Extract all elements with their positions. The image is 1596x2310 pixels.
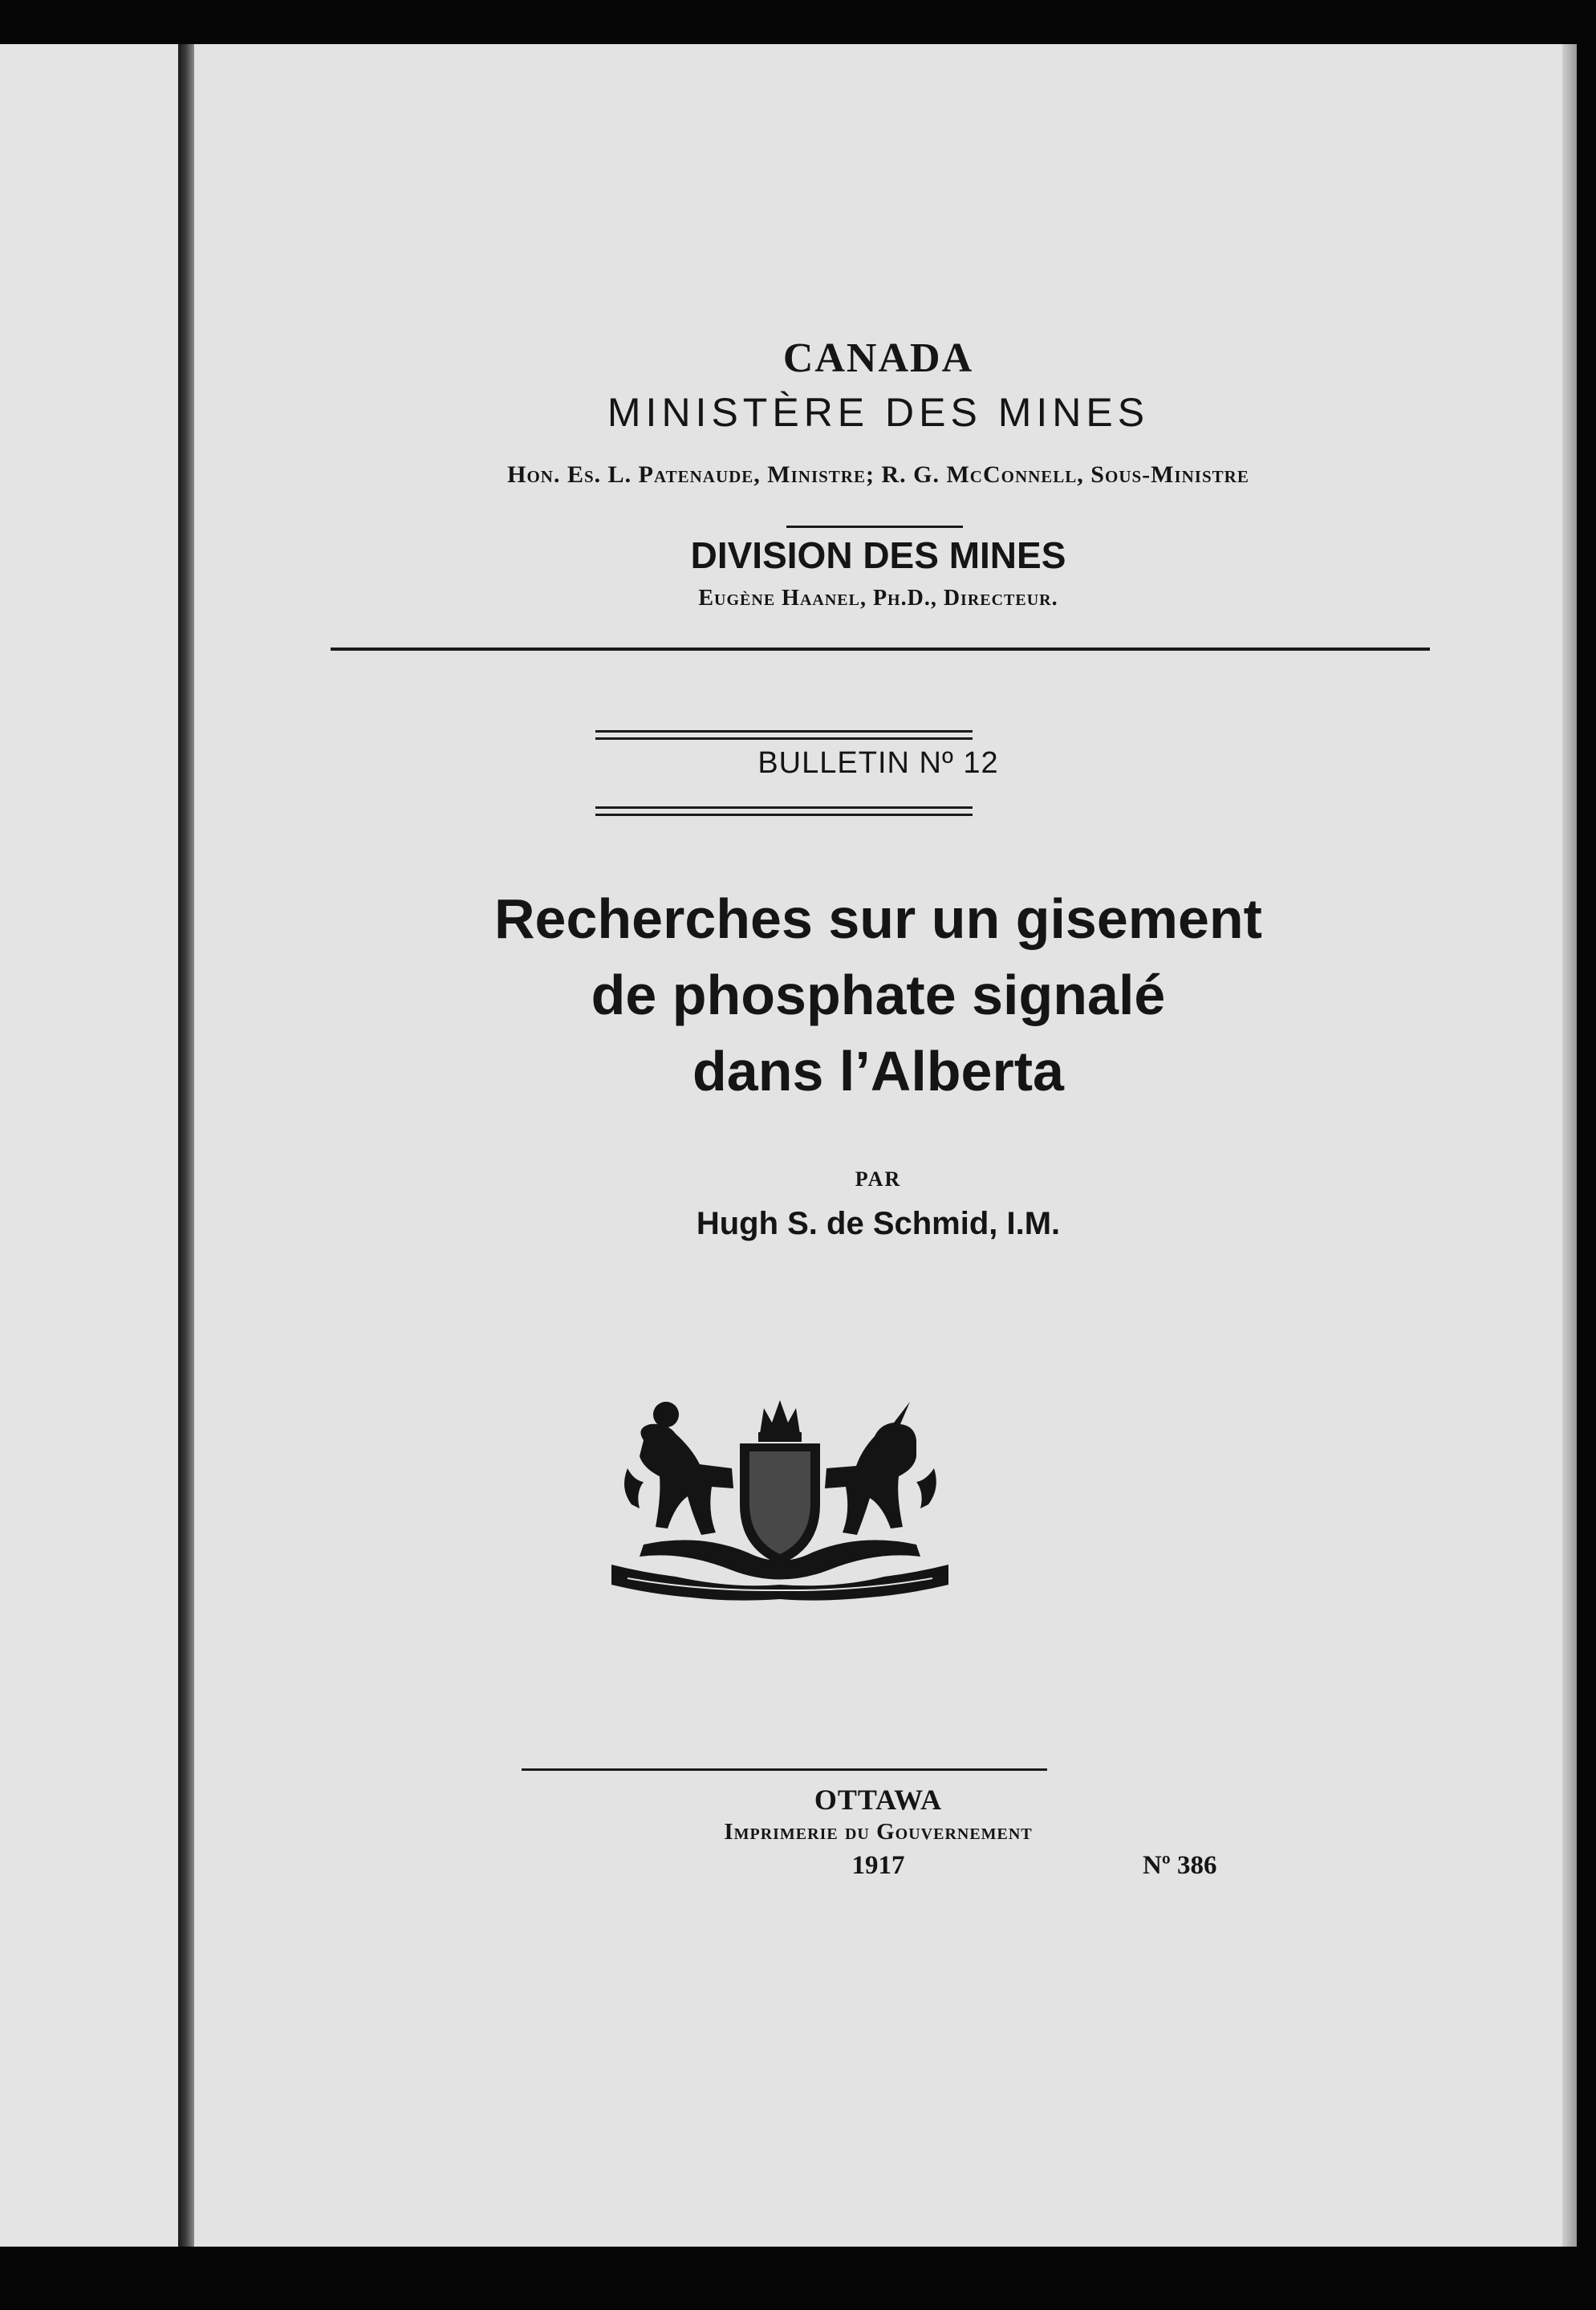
short-rule	[786, 526, 963, 528]
bulletin-rule-bottom	[595, 806, 973, 809]
imprint-year: 1917	[851, 1851, 905, 1880]
footer-rule	[522, 1768, 1047, 1771]
director-line: Eugène Haanel, Ph.D., Directeur.	[698, 586, 1058, 611]
book-spine	[178, 44, 194, 2247]
country-heading: CANADA	[782, 335, 974, 381]
bulletin-rule-bottom	[595, 814, 973, 816]
title-page	[194, 44, 1562, 2247]
bulletin-rule-top	[595, 730, 973, 733]
royal-coat-of-arms-icon	[611, 1392, 948, 1605]
imprint-printer: Imprimerie du Gouvernement	[724, 1819, 1033, 1845]
ministry-heading: MINISTÈRE DES MINES	[607, 390, 1150, 435]
header-rule	[331, 648, 1430, 651]
division-heading: DIVISION DES MINES	[690, 534, 1066, 576]
title-line-1: Recherches sur un gisement	[494, 887, 1262, 950]
bulletin-number: BULLETIN Nº 12	[757, 746, 999, 780]
bulletin-rule-top	[595, 737, 973, 740]
serial-number: Nº 386	[1143, 1851, 1217, 1880]
author-name: Hugh S. de Schmid, I.M.	[696, 1206, 1061, 1241]
title-line-3: dans l’Alberta	[692, 1040, 1064, 1102]
ministers-line: Hon. Es. L. Patenaude, Ministre; R. G. McConnell, Sous-Ministre	[507, 461, 1249, 488]
imprint-city: OTTAWA	[814, 1784, 943, 1816]
page-edge	[1562, 44, 1577, 2247]
title-line-2: de phosphate signalé	[591, 964, 1166, 1026]
facing-page-edge	[0, 44, 178, 2247]
author-prefix: PAR	[855, 1167, 902, 1191]
